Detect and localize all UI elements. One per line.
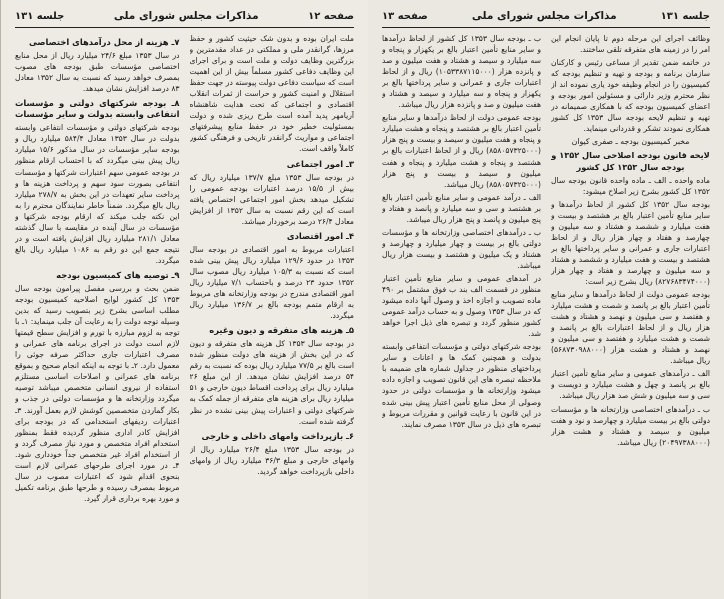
section-heading: ۶ـ بازپرداخت وامهای داخلی و خارجی: [201, 430, 354, 441]
paragraph: در آمدهای عمومی و سایر منابع تأمین اعتبار منظور در قسمت الف بند ب فوق مشتمل بر ۴۹۰ ماده تصویب و اجازه اخذ و وصول آنها داده میشود که در سال ۱۳۵۳ وصول و به حساب درآمد عمومی کشور منظور گردد و تبصره های ذیل اجرا خواهد شد.: [382, 273, 541, 339]
signature-line: مخبر کمیسیون بودجه ـ صفری کیوان: [571, 137, 690, 147]
paragraph: بودجه شرکتهای دولتی و مؤسسات انتفاعی وابسته بدولت و همچنین کمک ها و اعانات و سایر پرداختهای منظور در جداول شماره های ضمیمه با ملاحظه تبصره های این قانون تصویب و اجازه داده میشود وزارتخانه ها و مؤسسات دولتی در حدود وصولی از محل منابع تأمین اعتبار پیش بینی شده در این قانون با رعایت قوانین و مقررات مربوط و تبصره های ذیل در سال ۱۳۵۳ مصرف نمایند.: [382, 342, 541, 429]
paragraph: بودجه عمومی دولت از لحاظ درآمدها و سایر منابع تأمین اعتبار بالغ بر هشتصد و پنجاه و هشت میلیارد و پنجاه و هفت میلیون و سیصد و بیست و پنج هزار (۸۵۸۰۵۷۳۲۵۰۰۰) ریال و از لحاظ اعتبارات بالغ بر هشتصد و پنجاه و هشت میلیارد و پنجاه و هفت میلیون و سیصد و بیست و پنج هزار (۸۵۸۰۵۷۳۲۵۰۰۰) ریال میباشد.: [382, 113, 541, 189]
paragraph: در خاتمه ضمن تقدیر از مساعی رئیس و کارکنان سازمان برنامه و بودجه و تهیه و تنظیم بودجه که کمیسیون را در انجام وظیفه خود یاری نموده اند از نظر محترم وزیر دارائی و مسئولین امور بودجه و اعضای کمیسیون بودجه که با همکاری صمیمانه در تهیه و تنظیم لایحه بودجه سال ۱۳۵۳ کل کشور همکاری نمودند تشکر و قدردانی مینماید.: [551, 58, 710, 134]
session-number: جلسه ۱۳۱: [660, 10, 710, 22]
paragraph: وظائف اجرای این مرحله دوم تا پایان انجام این امر را در زمینه های متفرقه تلقی ساختند.: [551, 34, 710, 55]
law-title: لایحه قانون بودجه اصلاحی سال ۱۳۵۲ و بودجه سال ۱۳۵۳ کل کشور: [551, 150, 710, 172]
journal-title: مذاکرات مجلس شورای ملی: [471, 10, 617, 22]
section-heading: ۵ـ هزینه های متفرقه و دیون وغیره: [209, 325, 354, 336]
paragraph: بودجه شرکتهای دولتی و مؤسسات انتفاعی وابسته بدولت در سال ۱۳۵۳ معادل ۵۸۴/۴ میلیارد ریال و بودجه سایر مؤسسات در سال مذکور ۱۵/۶ میلیارد ریال پیش بینی میگردد که با احتساب ارقام منظور در بودجه عمومی سهم اعتبارات شرکتها و مؤسسات انتفاعی بصورت سود سهم و پرداخت هزینه ها و پرداخت سایر تعهدات در این بخش به ۲۷۸/۷ میلیارد ریال بالغ میگردد. ضمناً خاطر نمایندگان محترم را به این نکته جلب میکند که ارقام بودجه شرکتها و مؤسسات در سال آینده در مقایسه با سال گذشته معادل ۲۸۱/۱ میلیارد ریال افزایش یافته است و در نتیجه جمع این دو رقم به ۱۰۸۶ میلیارد ریال بالغ میگردد.: [15, 123, 180, 265]
left-page: [368, 0, 724, 599]
paragraph: در بودجه سال ۱۳۵۳ کل هزینه های متفرقه و دیون که در این بخش از هزینه های دولت منظور شده است بالغ بر ۷۷/۵ میلیارد ریال بوده که نسبت به رقم ۵۴ درصد افزایش نشان میدهد. از این مبلغ ۲۶ میلیارد ریال برای پرداخت اقساط دیون خارجی و ۵۱ میلیارد ریال برای هزینه های متفرقه از جمله کمک به شرکتهای دولتی و اعتبارات پیش بینی نشده در نظر گرفته شده است.: [189, 339, 354, 426]
text-column-right: [190, 33, 355, 593]
paragraph: اعتبارات مربوط به امور اقتصادی در بودجه سال ۱۳۵۳ در حدود ۱۲۹/۶ میلیارد ریال پیش بینی شده است که نسبت به ۱۰۵/۳ میلیارد ریال مصوب سال ۱۳۵۲ حدود ۲۳ درصد و باحتساب ۷/۱ میلیارد ریال امور اقتصادی مندرج در بودجه وزارتخانه های مربوط به ارقام متمم بودجه بالغ بر ۱۳۶/۷ میلیارد ریال میگردد.: [189, 244, 354, 321]
paragraph: در بودجه سال ۱۳۵۳ مبلغ ۱۳۷/۷ میلیارد ریال که بیش از ۱۵/۵ درصد اعتبارات بودجه عمومی را تشکیل میدهد بخش امور اجتماعی اختصاص یافته است که این رقم نسبت به سال ۱۳۵۲ از افزایش معادل ۲۶/۴ درصد برخوردار میباشد.: [189, 172, 354, 226]
paragraph: الف ـ درآمد عمومی و سایر منابع تأمین اعتبار بالغ بر هشتصد و سی و سه میلیارد و پانصد و هفتاد و پنج میلیون و پانصد و پنج هزار ریال میباشد.: [382, 192, 541, 224]
section-heading: ۳ـ امور اجتماعی: [286, 158, 354, 169]
left-page-columns: [382, 33, 710, 593]
paragraph: بودجه عمومی دولت از لحاظ درآمدها و سایر منابع تأمین اعتبار بالغ بر پانصد و شصت و هشت میلیارد و هفتصد و سی میلیون و نهصد و هشتاد و هشت هزار ریال و از لحاظ اعتبارات بالغ بر پانصد و شصت و هشت میلیارد و هفتصد و سی میلیون و نهصد و هشتاد و هشت هزار (۵۶۸۷۳۰۹۸۸۰۰۰) ریال میباشد.: [551, 290, 710, 366]
paragraph: ب ـ درآمدهای اختصاصی وزارتخانه ها و مؤسسات دولتی بالغ بر بیست و چهار میلیارد و چهارصد و هشتاد و یک میلیون و هشتصد و بیست هزار ریال میباشد.: [382, 227, 541, 270]
paragraph: ب ـ بودجه سال ۱۳۵۳ کل کشور از لحاظ درآمدها و سایر منابع تأمین اعتبار بالغ بر یکهزار و پنجاه و سه میلیارد و سیصد و هشتاد و هفت میلیون و صد و پانزده هزار (۱۰۵۳۳۸۷۱۱۵۰۰۰) ریال و از لحاظ اعتبارات جاری و عمرانی و سایر پرداختها بالغ بر یکهزار و پنجاه و سه میلیارد و سیصد و هشتاد و هفت میلیون و صد و پانزده هزار ریال میباشد.: [382, 34, 541, 110]
page-number: صفحه ۱۲: [308, 10, 354, 22]
page-number: صفحه ۱۳: [382, 10, 428, 22]
paragraph: بودجه سال ۱۳۵۲ کل کشور از لحاظ درآمدها و سایر منابع تأمین اعتبار بالغ بر هشتصد و بیست و هفت میلیارد و ششصد و هشتاد و سه میلیون و چهارصد و هفتاد و چهار هزار ریال و از لحاظ اعتبارات جاری و عمرانی و سایر پرداختها بالغ بر هشتصد و بیست و هفت میلیارد و ششصد و هشتاد و سه میلیون و چهارصد و هفتاد و چهار هزار (۸۲۷۶۸۳۴۷۴۰۰۰) ریال بشرح زیر است:: [551, 199, 710, 286]
section-heading: ۹ـ توصیه های کمیسیون بودجه: [56, 269, 180, 280]
left-page-header: [382, 8, 710, 28]
paragraph: در سال ۱۳۵۳ مبلغ ۲۴/۶ میلیارد ریال از محل منابع اختصاصی مؤسسات طبق بودجه های مصوب بمصرف خواهد رسید که نسبت به سال ۱۳۵۲ معادل ۸۳ درصد افزایش نشان میدهد.: [15, 51, 180, 94]
section-heading: ۷ـ هزینه از محل درآمدهای اختصاصی: [28, 37, 180, 47]
paragraph: ضمن بحث و بررسی مفصل پیرامون بودجه سال ۱۳۵۳ کل کشور لوایح اصلاحیه کمیسیون بودجه مطلب اساسی بشرح زیر بتصویب رسید که بدین وسیله توجه دولت را به رعایت آن جلب مینماید: ۱ـ با توجه به لزوم مبارزه با تورم و افزایش سطح قیمتها لازم است دولت در اجرای برنامه های عمرانی و مصرف اعتبارات جاری حداکثر صرفه جوئی را معمول دارد. ۲ـ با توجه به اینکه انجام صحیح و بموقع برنامه های عمرانی و اصلاحات اساسی مستلزم استفاده از نیروی انسانی متخصص میباشد توصیه میگردد وزارتخانه ها و مؤسسات دولتی در جذب و بکار گماردن متخصصین کوشش لازم بعمل آورند. ۳ـ اعتبارات ردیفهای استخدامی که در بودجه برای افزایش کادر اداری منظور گردیده فقط بمنظور استخدام افراد متخصص و مورد نیاز مصرف گردد و از استخدام افراد غیر متخصص جداً خودداری شود. ۴ـ در مورد اجرای طرحهای عمرانی لازم است بنحوی اقدام شود که اعتبارات مصوب در سال مربوط بمصرف رسیده و طرحها طبق برنامه تکمیل و مورد بهره برداری قرار گیرد.: [15, 283, 180, 503]
session-number: جلسه ۱۳۱: [15, 10, 65, 22]
journal-title: مذاکرات مجلس شورای ملی: [113, 10, 259, 22]
paragraph: ملت ایران بوده و بدون شک حیثیت کشور و حفظ مرزها، گرانقدر ملی و مملکتی در عداد مقدمترین و بزرگترین وظایف دولت و ملت است و برای اجرای این وظایف دفاعی کشور مسلماً بیش از این اهمیت است که سیاست دفاعی دولت پیوسته در جهت حفظ استقلال و امنیت کشور و حراست از ثمرات انقلاب اقتصادی و اجتماعی که تحت هدایت شاهنشاه آریامهر پدید آمده است طرح ریزی شده و دولت بمسئولیت خطیر خود در حفظ منابع پیشرفتهای اجتماعی و مواریث گرانقدر تاریخی و فرهنگی کشور کاملاً واقف است.: [189, 34, 354, 154]
right-page-header: [15, 8, 354, 28]
paragraph: در بودجه سال ۱۳۵۳ مبلغ ۲۶/۴ میلیارد ریال از وامهای خارجی و مبلغ ۳۶/۳ میلیارد ریال از وامهای داخلی بازپرداخت خواهد گردید.: [189, 444, 354, 476]
paragraph: الف ـ درآمدهای عمومی و سایر منابع تأمین اعتبار بالغ بر پانصد و چهل و هشت میلیارد و دویست و سی و سه میلیون و شش صد هزار ریال میباشد.: [551, 369, 710, 401]
paragraph: ب ـ درآمدهای اختصاصی وزارتخانه ها و مؤسسات دولتی بالغ بر بیست میلیارد و چهارصد و نود و هفت میلیون و سیصد و هشتاد و هشت هزار (۲۰۴۹۷۳۸۸۰۰۰) ریال میباشد.: [551, 404, 710, 447]
text-column-right: [551, 33, 710, 593]
article: ماده واحده ـ الف ـ ماده واحده قانون بودجه سال ۱۳۵۲ کل کشور بشرح زیر اصلاح میشود:: [551, 175, 710, 196]
section-heading: ۴ـ امور اقتصادی: [286, 230, 354, 241]
section-heading: ۸ـ بودجه شرکتهای دولتی و مؤسسات انتفاعی وابسته بدولت و سایر مؤسسات: [15, 98, 180, 120]
text-column-left: [382, 33, 541, 593]
text-column-left: [15, 33, 180, 593]
right-page-columns: [15, 33, 354, 593]
